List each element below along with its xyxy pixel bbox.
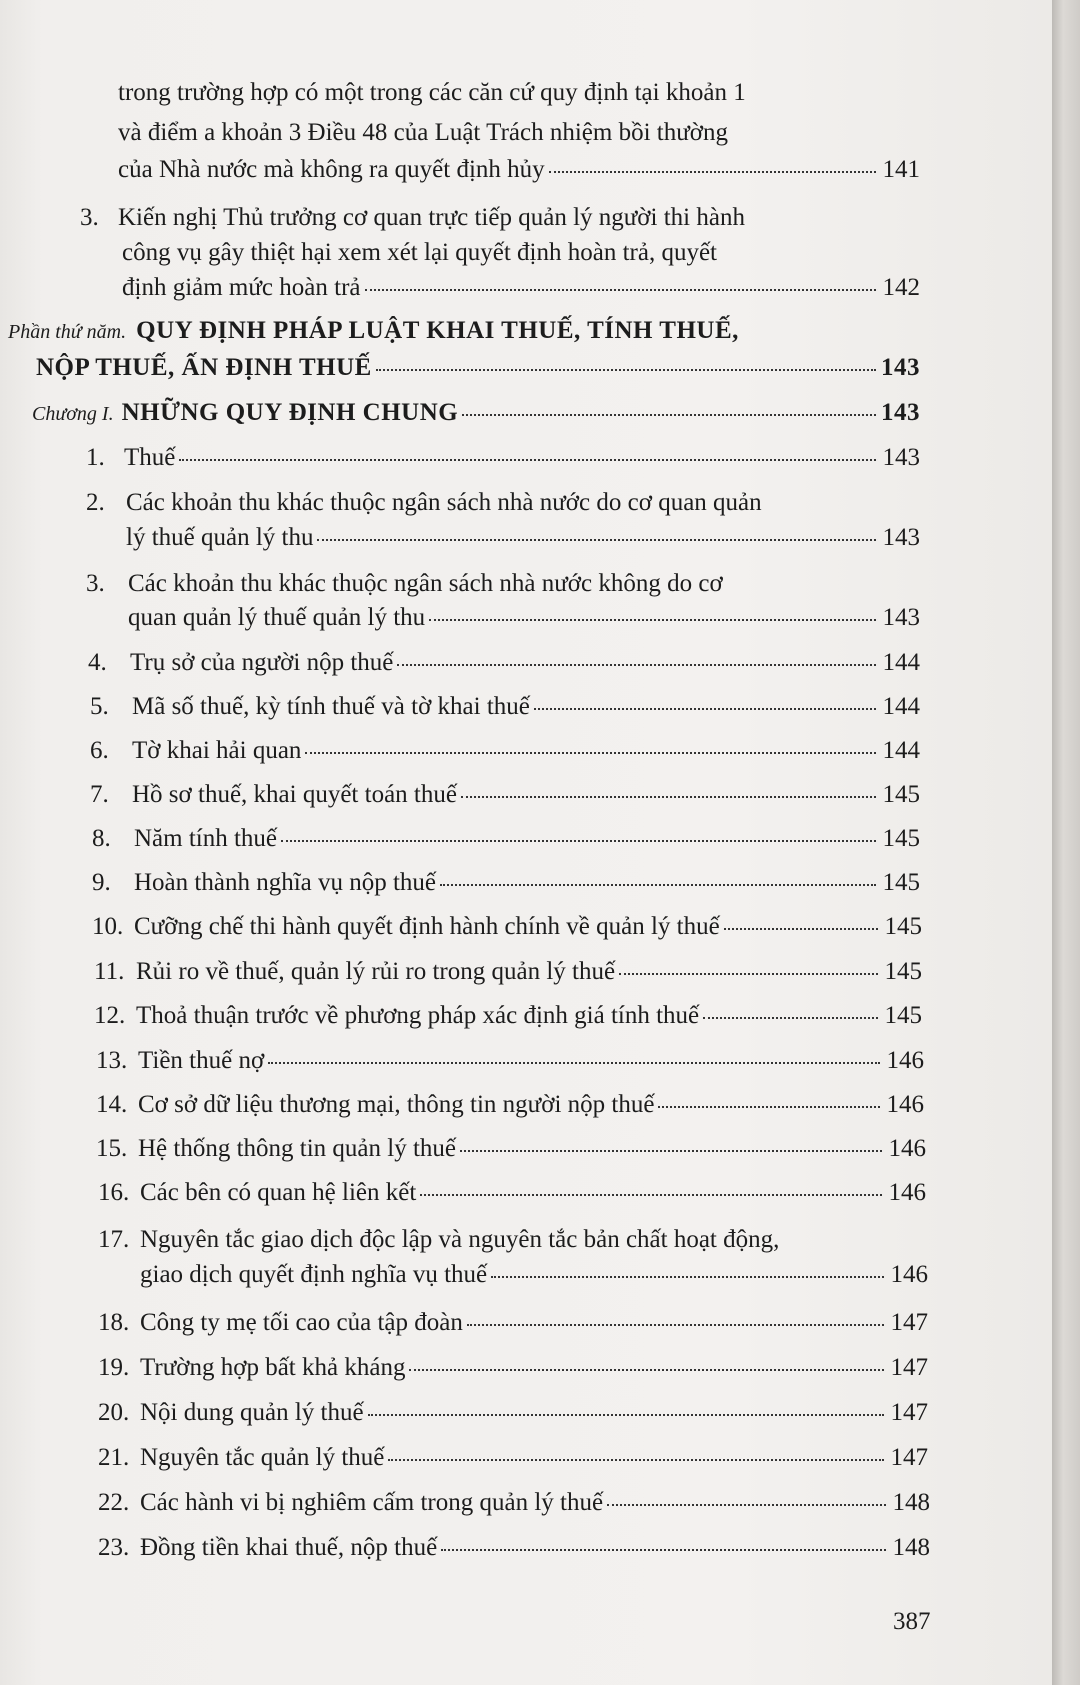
toc-number: 22.: [98, 1489, 130, 1516]
toc-leader: [703, 1017, 878, 1019]
toc-line: [0, 1443, 928, 1473]
toc-text: Hệ thống thông tin quản lý thuế: [138, 1135, 457, 1162]
toc-text: giao dịch quyết định nghĩa vụ thuế: [140, 1261, 488, 1288]
toc-text: Tiền thuế nợ: [138, 1047, 265, 1074]
toc-number: 18.: [98, 1309, 130, 1336]
toc-page: 147: [890, 1309, 928, 1336]
toc-number: 10.: [92, 913, 124, 940]
toc-number: 9.: [92, 869, 111, 896]
toc-text: quan quản lý thuế quản lý thu: [128, 604, 426, 631]
toc-page: 146: [888, 1135, 926, 1162]
toc-text: Nguyên tắc giao dịch độc lập và nguyên tắc bản chất hoạt động,: [140, 1226, 780, 1253]
toc-number: 2.: [86, 489, 105, 516]
toc-number: 4.: [88, 649, 107, 676]
toc-line: [0, 353, 920, 383]
toc-line: [0, 1533, 930, 1563]
part-prefix: Phần thứ năm.: [8, 321, 127, 343]
toc-number: 14.: [96, 1091, 128, 1118]
toc-text: Hoàn thành nghĩa vụ nộp thuế: [134, 869, 437, 896]
toc-line: [0, 1260, 928, 1290]
toc-number: 6.: [90, 737, 109, 764]
toc-page: 143: [881, 354, 920, 381]
toc-page: 146: [886, 1047, 924, 1074]
toc-text: Tờ khai hải quan: [132, 737, 302, 764]
toc-number: 3.: [86, 570, 105, 597]
toc-leader: [549, 171, 876, 173]
toc-text: trong trường hợp có một trong các căn cứ quy định tại khoản 1: [118, 79, 746, 106]
toc-text: Rủi ro về thuế, quản lý rủi ro trong quản lý thuế: [136, 958, 616, 985]
toc-page: 144: [882, 737, 920, 764]
toc-line: [0, 569, 1052, 599]
toc-leader: [619, 973, 878, 975]
toc-leader: [461, 796, 876, 798]
toc-line: [0, 1178, 926, 1208]
page-number: 387: [893, 1608, 931, 1635]
toc-number: 8.: [92, 825, 111, 852]
toc-leader: [607, 1504, 886, 1506]
toc-text: Hồ sơ thuế, khai quyết toán thuế: [132, 781, 457, 808]
toc-text: Các khoản thu khác thuộc ngân sách nhà nước không do cơ: [128, 570, 723, 597]
toc-leader: [305, 752, 876, 754]
toc-text: Các khoản thu khác thuộc ngân sách nhà nước do cơ quan quản: [126, 489, 762, 516]
toc-page: 145: [882, 825, 920, 852]
toc-number: 13.: [96, 1047, 128, 1074]
toc-text: Các hành vi bị nghiêm cấm trong quản lý thuế: [140, 1489, 604, 1516]
toc-number: 16.: [98, 1179, 130, 1206]
toc-page: 146: [888, 1179, 926, 1206]
toc-line: [0, 118, 1052, 148]
toc-line: [0, 203, 1052, 233]
toc-line: [0, 692, 920, 722]
toc-page: 145: [884, 913, 922, 940]
toc-line: [0, 273, 920, 303]
toc-line: [0, 488, 1052, 518]
toc-leader: [658, 1106, 880, 1108]
chapter-title: NHỮNG QUY ĐỊNH CHUNG: [121, 399, 459, 426]
toc-line: [0, 648, 920, 678]
toc-leader: [281, 840, 876, 842]
toc-page: 143: [882, 604, 920, 631]
toc-page: 148: [892, 1534, 930, 1561]
toc-leader: [368, 1414, 884, 1416]
toc-leader: [724, 928, 878, 930]
toc-leader: [491, 1276, 884, 1278]
toc-leader: [462, 414, 876, 416]
toc-page: 147: [890, 1354, 928, 1381]
toc-line: [0, 912, 922, 942]
toc-line: [0, 155, 920, 185]
toc-text: Thuế: [124, 444, 176, 471]
toc-number: 23.: [98, 1534, 130, 1561]
page-edge: [1052, 0, 1080, 1685]
toc-page: 148: [892, 1489, 930, 1516]
toc-number: 17.: [98, 1226, 130, 1253]
toc-line: [0, 736, 920, 766]
toc-leader: [409, 1369, 884, 1371]
toc-number: 11.: [94, 958, 125, 985]
toc-line: [0, 1353, 928, 1383]
toc-line: [0, 824, 920, 854]
toc-number: 21.: [98, 1444, 130, 1471]
toc-text: Kiến nghị Thủ trưởng cơ quan trực tiếp quản lý người thi hành: [118, 204, 745, 231]
toc-text: Cơ sở dữ liệu thương mại, thông tin người nộp thuế: [138, 1091, 655, 1118]
toc-text: Nguyên tắc quản lý thuế: [140, 1444, 385, 1471]
toc-page: 146: [886, 1091, 924, 1118]
toc-number: 20.: [98, 1399, 130, 1426]
toc-line: [0, 1488, 930, 1518]
toc-text: Công ty mẹ tối cao của tập đoàn: [140, 1309, 463, 1336]
toc-line: [0, 1001, 922, 1031]
toc-number: 1.: [86, 444, 105, 471]
toc-line: [0, 523, 920, 553]
toc-page: 145: [884, 958, 922, 985]
toc-page: 143: [881, 399, 920, 426]
toc-leader: [365, 289, 877, 291]
toc-text: Năm tính thuế: [134, 825, 278, 852]
toc-text: của Nhà nước mà không ra quyết định hủy: [118, 156, 545, 183]
toc-line: [0, 868, 920, 898]
toc-line: [0, 1090, 924, 1120]
toc-text: Nội dung quản lý thuế: [140, 1399, 364, 1426]
chapter-prefix: Chương I.: [32, 403, 114, 425]
toc-page: 145: [882, 869, 920, 896]
toc-line: [0, 78, 1052, 108]
toc-page: 143: [882, 524, 920, 551]
toc-number: 5.: [90, 693, 109, 720]
toc-page: 142: [882, 274, 920, 301]
toc-leader: [460, 1150, 882, 1152]
toc-line: [0, 1225, 1052, 1255]
toc-text: Trụ sở của người nộp thuế: [130, 649, 394, 676]
toc-line: [0, 238, 1052, 268]
toc-number: 7.: [90, 781, 109, 808]
toc-line: [0, 1046, 924, 1076]
toc-line: [0, 957, 922, 987]
toc-page: 145: [884, 1002, 922, 1029]
toc-leader: [440, 884, 876, 886]
toc-page: 144: [882, 649, 920, 676]
toc-line: [0, 398, 920, 429]
toc-text: và điểm a khoản 3 Điều 48 của Luật Trách nhiệm bồi thường: [118, 119, 728, 146]
toc-leader: [534, 708, 876, 710]
toc-leader: [376, 369, 876, 371]
toc-line: [0, 1398, 928, 1428]
toc-leader: [429, 619, 876, 621]
toc-line: [0, 443, 920, 473]
toc-leader: [467, 1324, 884, 1326]
toc-leader: [388, 1459, 884, 1461]
toc-line: [0, 780, 920, 810]
toc-leader: [317, 539, 876, 541]
toc-number: 19.: [98, 1354, 130, 1381]
toc-leader: [268, 1062, 880, 1064]
toc-number: 12.: [94, 1002, 126, 1029]
toc-text: Các bên có quan hệ liên kết: [140, 1179, 417, 1206]
toc-number: 3.: [80, 204, 99, 231]
part-title: NỘP THUẾ, ẤN ĐỊNH THUẾ: [36, 354, 372, 381]
toc-page: 147: [890, 1399, 928, 1426]
toc-text: định giảm mức hoàn trả: [122, 274, 361, 301]
toc-line: [0, 316, 1052, 347]
toc-line: [0, 603, 920, 633]
toc-leader: [420, 1194, 882, 1196]
toc-line: [0, 1308, 928, 1338]
toc-text: Đồng tiền khai thuế, nộp thuế: [140, 1534, 438, 1561]
toc-page: 144: [882, 693, 920, 720]
toc-text: Cưỡng chế thi hành quyết định hành chính về quản lý thuế: [134, 913, 720, 940]
part-title: QUY ĐỊNH PHÁP LUẬT KHAI THUẾ, TÍNH THUẾ,: [136, 317, 739, 344]
toc-leader: [179, 459, 876, 461]
toc-page: 145: [882, 781, 920, 808]
toc-page: 147: [890, 1444, 928, 1471]
toc-text: Thoả thuận trước về phương pháp xác định giá tính thuế: [136, 1002, 700, 1029]
toc-leader: [441, 1549, 886, 1551]
toc-text: Mã số thuế, kỳ tính thuế và tờ khai thuế: [132, 693, 530, 720]
toc-text: công vụ gây thiệt hại xem xét lại quyết định hoàn trả, quyết: [122, 239, 717, 266]
toc-leader: [397, 664, 876, 666]
toc-text: Trường hợp bất khả kháng: [140, 1354, 406, 1381]
toc-number: 15.: [96, 1135, 128, 1162]
toc-page: 141: [882, 156, 920, 183]
toc-page: 143: [882, 444, 920, 471]
toc-page: 146: [890, 1261, 928, 1288]
toc-line: [0, 1134, 926, 1164]
toc-text: lý thuế quản lý thu: [126, 524, 314, 551]
